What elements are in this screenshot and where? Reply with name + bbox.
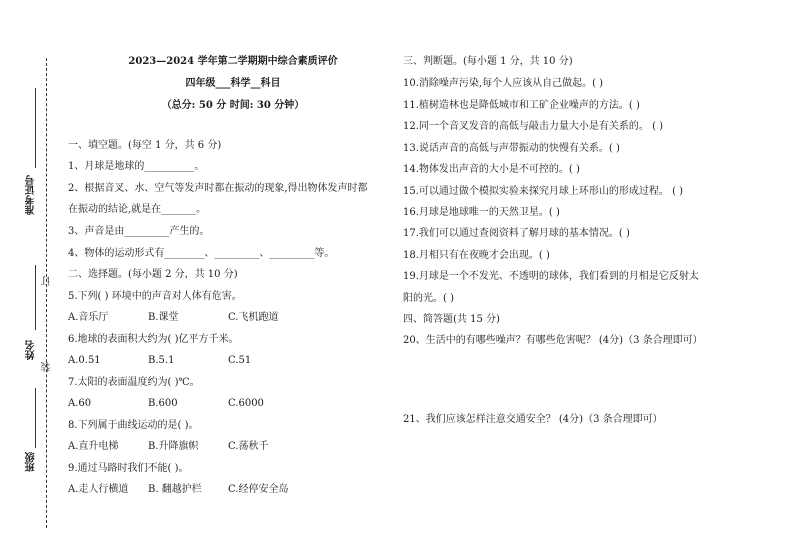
option-a: A.直升电梯	[68, 441, 119, 452]
option-b: B.升降旗帜	[148, 441, 199, 452]
question-9: 9.通过马路时我们不能( )。	[68, 463, 189, 474]
exam-number-blank	[35, 88, 36, 168]
question-7: 7.太阳的表面温度约为( )℃。	[68, 377, 200, 388]
question-15: 15.可以通过做个模拟实验来探究月球上环形山的形成过程。 ( )	[403, 186, 684, 197]
question-2-line2: 在振动的结论,就是在_______。	[68, 204, 207, 215]
question-8-options	[68, 437, 268, 458]
option-a: A.走人行横道	[68, 484, 129, 495]
option-c: C.51	[228, 355, 252, 366]
question-16: 16.月球是地球唯一的天然卫星。( )	[403, 207, 560, 218]
class-label: 班级	[26, 452, 37, 472]
section3-title: 三、判断题。(每小题 1 分，共 10 分)	[403, 56, 573, 67]
option-b: B.600	[148, 398, 178, 409]
question-19-line1: 19.月球是一个不发光、不透明的球体，我们看到的月相是它反射太	[403, 271, 699, 282]
question-17: 17.我们可以通过查阅资料了解月球的基本情况。( )	[403, 228, 630, 239]
question-6-options	[68, 351, 251, 372]
question-21: 21、我们应该怎样注意交通安全？ (4分)（3 条合理即可）	[403, 414, 663, 425]
question-11: 11.植树造林也是降低城市和工矿企业噪声的方法。( )	[403, 100, 640, 111]
question-4: 4、物体的运动形式有________、_________、_________等。	[68, 248, 335, 259]
question-1: 1、月球是地球的__________。	[68, 161, 205, 172]
question-5-options	[68, 308, 278, 329]
name-label: 姓名	[26, 340, 37, 360]
question-10: 10.消除噪声污染,每个人应该从自己做起。( )	[403, 78, 604, 89]
question-18: 18.月相只有在夜晚才会出现。( )	[403, 250, 550, 261]
binding-mark-zhuang: 装	[42, 362, 53, 372]
section4-title: 四、简答题(共 15 分)	[403, 314, 500, 325]
question-14: 14.物体发出声音的大小是不可控的。( )	[403, 164, 580, 175]
question-20: 20、生活中的有哪些噪声？有哪些危害呢？ (4分)（3 条合理即可）	[403, 335, 703, 346]
binding-margin	[0, 0, 62, 560]
option-c: C.6000	[228, 398, 264, 409]
binding-mark-ding: 订	[42, 276, 53, 286]
binding-dashed-line	[46, 58, 47, 528]
option-b: B.课堂	[148, 312, 179, 323]
option-c: C.荡秋千	[228, 441, 269, 452]
section1-title: 一、填空题。(每空 1 分，共 6 分)	[68, 140, 222, 151]
section2-title: 二、选择题。(每小题 2 分，共 10 分)	[68, 269, 238, 280]
option-c: C.经停安全岛	[228, 484, 289, 495]
question-5: 5.下列( ) 环境中的声音对人体有危害。	[68, 291, 242, 302]
option-b: B.5.1	[148, 355, 175, 366]
question-12: 12.同一个音叉发音的高低与敲击力量大小是有关系的。 ( )	[403, 121, 664, 132]
question-2-line1: 2、根据音叉、水、空气等发声时都在振动的现象,得出物体发声时都	[68, 183, 368, 194]
question-3: 3、声音是由_________产生的。	[68, 226, 210, 237]
exam-title: 2023—2024 学年第二学期期中综合素质评价	[128, 56, 338, 67]
exam-subject: 四年级___科学__科目	[185, 78, 281, 89]
question-8: 8.下列属于曲线运动的是( )。	[68, 420, 199, 431]
option-a: A.音乐厅	[68, 312, 109, 323]
exam-score-info: （总分: 50 分 时间: 30 分钟）	[161, 100, 305, 111]
option-a: A.0.51	[68, 355, 101, 366]
question-9-options	[68, 480, 288, 501]
name-blank	[35, 265, 36, 330]
class-blank	[35, 388, 36, 448]
option-c: C.飞机跑道	[228, 312, 279, 323]
question-19-line2: 阳的光。( )	[403, 293, 454, 304]
question-6: 6.地球的表面积大约为( )亿平方千米。	[68, 334, 239, 345]
question-7-options	[68, 394, 264, 415]
option-a: A.60	[68, 398, 92, 409]
question-13: 13.说话声音的高低与声带振动的快慢有关系。( )	[403, 143, 620, 154]
exam-number-label: 准考证号	[26, 175, 37, 215]
option-b: B. 翻越护栏	[148, 484, 202, 495]
